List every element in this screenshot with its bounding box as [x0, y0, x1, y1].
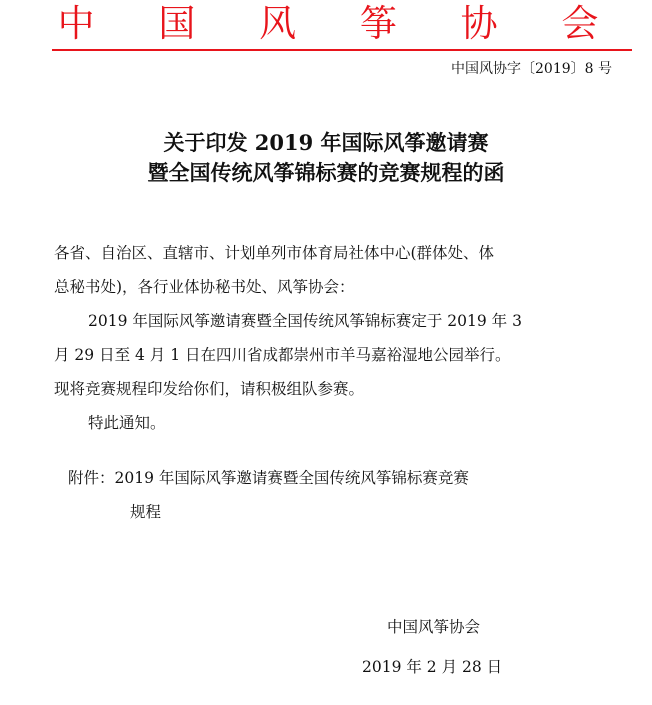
signature-date: 2019 年 2 月 28 日 [362, 658, 503, 676]
notice-line: 特此通知。 [88, 414, 166, 432]
recipient-line-1: 各省、自治区、直辖市、计划单列市体育局社体中心(群体处、体 [54, 244, 495, 262]
title-line-2: 暨全国传统风筝锦标赛的竞赛规程的函 [147, 160, 505, 185]
paragraph-1-line-3: 现将竞赛规程印发给你们，请积极组队参赛。 [54, 380, 365, 398]
document-body [54, 236, 614, 440]
attachment-line-1: 附件：2019 年国际风筝邀请赛暨全国传统风筝锦标赛竞赛 [68, 469, 469, 487]
document-number: 中国风协字〔2019〕8 号 [451, 61, 612, 77]
signature-organization: 中国风筝协会 [387, 618, 481, 636]
attachment-line-2: 规程 [130, 503, 162, 521]
document-title [0, 128, 652, 188]
paragraph-1-line-2: 月 29 日至 4 月 1 日在四川省成都崇州市羊马嘉裕湿地公园举行。 [54, 346, 511, 364]
paragraph-1-line-1: 2019 年国际风筝邀请赛暨全国传统风筝锦标赛定于 2019 年 3 [88, 312, 522, 330]
letterhead-divider [52, 49, 632, 51]
title-line-1: 关于印发 2019 年国际风筝邀请赛 [163, 130, 489, 155]
organization-letterhead: 中 国 风 筝 协 会 [57, 2, 625, 45]
recipient-line-2: 总秘书处)，各行业体协秘书处、风筝协会： [54, 278, 355, 296]
attachment-block [68, 461, 469, 529]
